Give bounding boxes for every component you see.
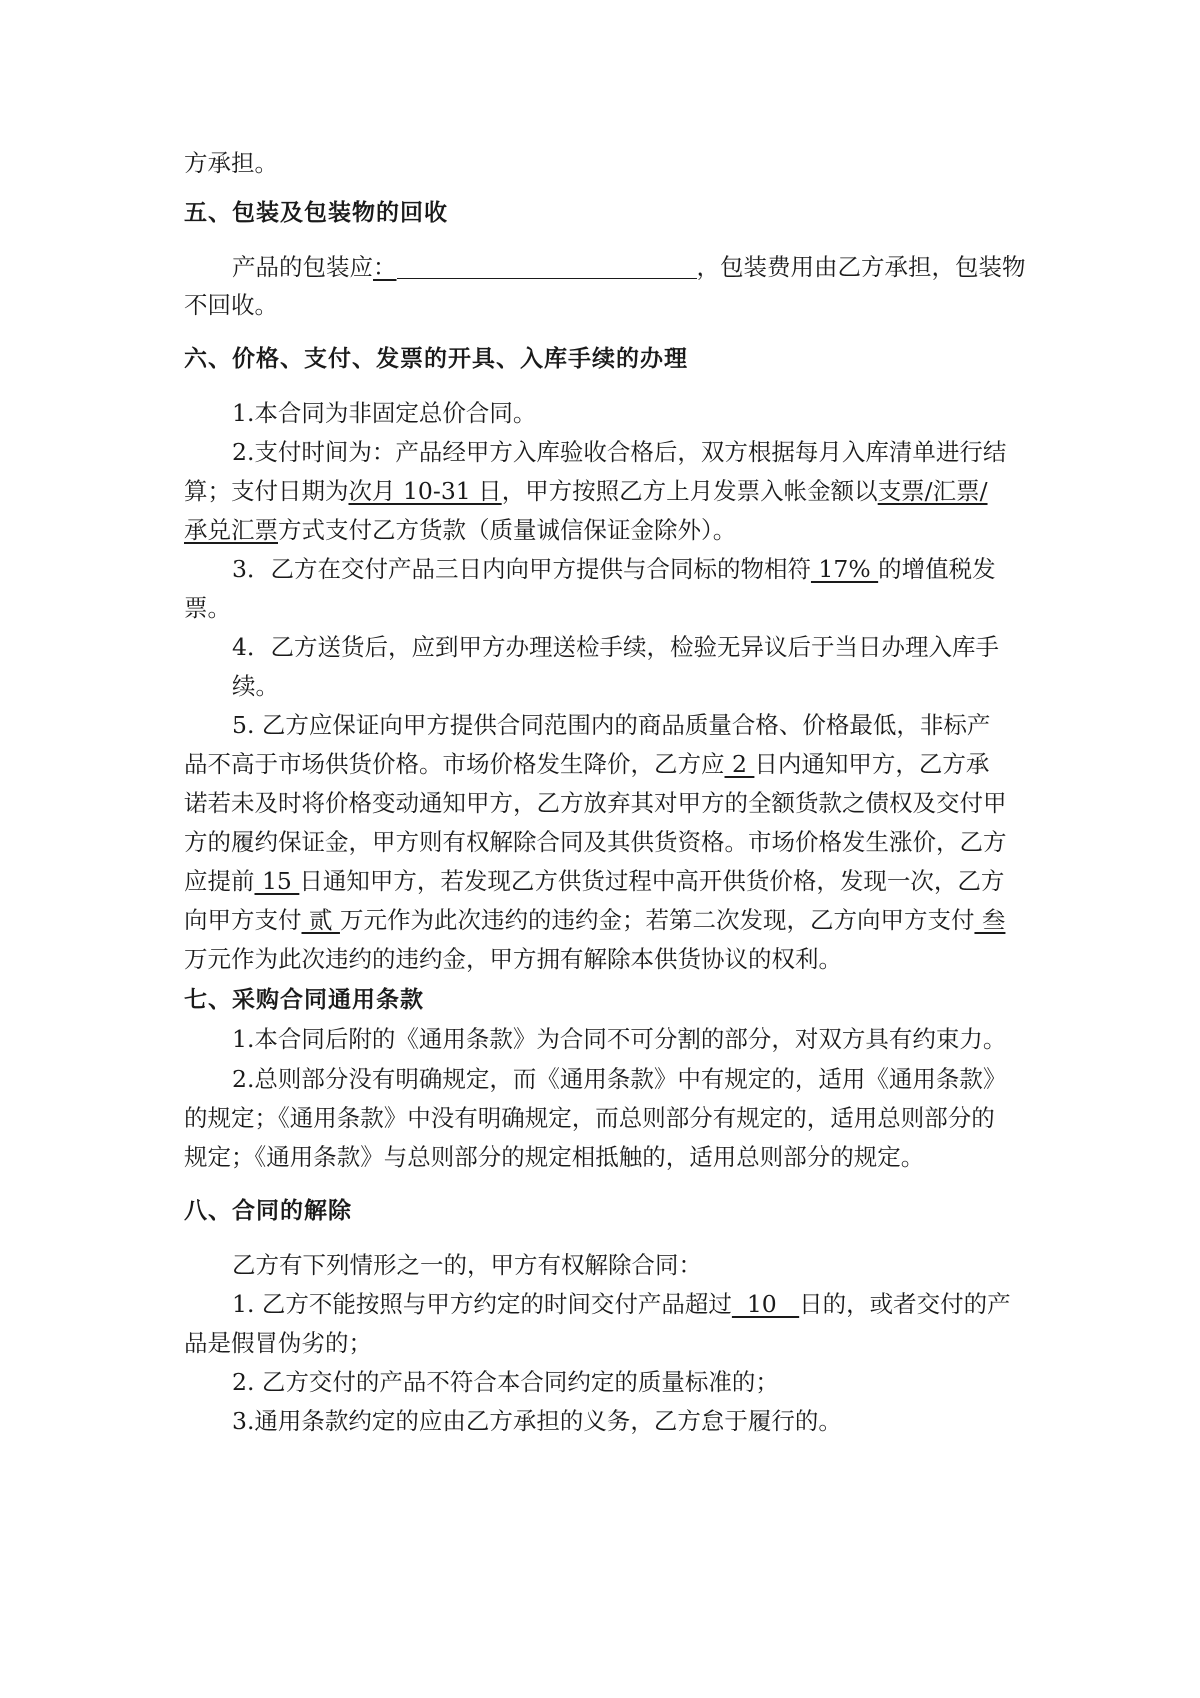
clause-7-2-line-1: 2.总则部分没有明确规定，而《通用条款》中有规定的，适用《通用条款》: [232, 1065, 1007, 1093]
clause-8-3: 3.通用条款约定的应由乙方承担的义务，乙方怠于履行的。: [232, 1407, 842, 1435]
packaging-clause-line: 产品的包装应： ，包装费用由乙方承担，包装物: [232, 253, 1026, 281]
clause-6-4-line-2: 续。: [232, 672, 279, 700]
payment-method-field: 支票/汇票/: [877, 477, 988, 505]
clause-6-5-line-3: 诺若未及时将价格变动通知甲方，乙方放弃其对甲方的全额货款之债权及交付甲: [184, 789, 1007, 817]
clause-7-2-line-3: 规定；《通用条款》与总则部分的规定相抵触的，适用总则部分的规定。: [184, 1143, 925, 1171]
clause-6-5-line-7: 万元作为此次违约的违约金，甲方拥有解除本供货协议的权利。: [184, 945, 842, 973]
clause-6-3-line-2: 票。: [184, 594, 231, 622]
second-penalty-field: 叁: [974, 906, 1006, 934]
section-heading-8: 八、合同的解除: [184, 1198, 352, 1224]
vat-rate-field: 17%: [810, 555, 879, 583]
advance-notice-days-field: 15: [254, 867, 300, 895]
clause-8-1-line-2: 品是假冒伪劣的；: [184, 1329, 372, 1357]
clause-6-5-line-1: 5. 乙方应保证向甲方提供合同范围内的商品质量合格、价格最低，非标产: [232, 711, 991, 739]
clause-6-1: 1.本合同为非固定总价合同。: [232, 399, 537, 427]
clause-7-2-line-2: 的规定；《通用条款》中没有明确规定，而总则部分有规定的，适用总则部分的: [184, 1104, 995, 1132]
clause-6-2-line-3: 承兑汇票方式支付乙方货款（质量诚信保证金除外）。: [184, 516, 737, 544]
section-heading-5: 五、包装及包装物的回收: [184, 200, 448, 226]
paragraph-continuation: 方承担。: [184, 149, 278, 177]
payment-date-field: 次月 10-31 日: [348, 477, 502, 505]
clause-6-2-line-2: 算；支付日期为次月 10-31 日，甲方按照乙方上月发票入帐金额以支票/汇票/: [184, 477, 988, 505]
clause-8-intro: 乙方有下列情形之一的，甲方有权解除合同：: [232, 1251, 702, 1279]
first-penalty-field: 贰: [301, 906, 340, 934]
clause-6-5-line-5: 应提前 15 日通知甲方，若发现乙方供货过程中高开供货价格，发现一次，乙方: [184, 867, 1005, 895]
clause-6-4-line-1: 4．乙方送货后，应到甲方办理送检手续，检验无异议后于当日办理入库手: [232, 633, 999, 661]
packaging-clause-line-2: 不回收。: [184, 291, 278, 319]
delay-days-field: 10: [731, 1290, 800, 1318]
clause-7-1: 1.本合同后附的《通用条款》为合同不可分割的部分，对双方具有约束力。: [232, 1025, 1007, 1053]
notice-days-field: 2: [724, 750, 755, 778]
clause-6-5-line-4: 方的履约保证金，甲方则有权解除合同及其供货资格。市场价格发生涨价，乙方: [184, 828, 1007, 856]
clause-6-3-line-1: 3．乙方在交付产品三日内向甲方提供与合同标的物相符 17% 的增值税发: [232, 555, 996, 583]
clause-6-5-line-2: 品不高于市场供货价格。市场价格发生降价，乙方应 2 日内通知甲方，乙方承: [184, 750, 990, 778]
clause-6-2-line-1: 2.支付时间为：产品经甲方入库验收合格后，双方根据每月入库清单进行结: [232, 438, 1007, 466]
clause-6-5-line-6: 向甲方支付 贰 万元作为此次违约的违约金；若第二次发现，乙方向甲方支付 叁: [184, 906, 1006, 934]
clause-8-1-line-1: 1. 乙方不能按照与甲方约定的时间交付产品超过 10 日的，或者交付的产: [232, 1290, 1011, 1318]
section-heading-6: 六、价格、支付、发票的开具、入库手续的办理: [184, 346, 688, 372]
packaging-blank-field: [397, 254, 697, 279]
clause-8-2: 2. 乙方交付的产品不符合本合同约定的质量标准的；: [232, 1368, 779, 1396]
section-heading-7: 七、采购合同通用条款: [184, 987, 424, 1013]
